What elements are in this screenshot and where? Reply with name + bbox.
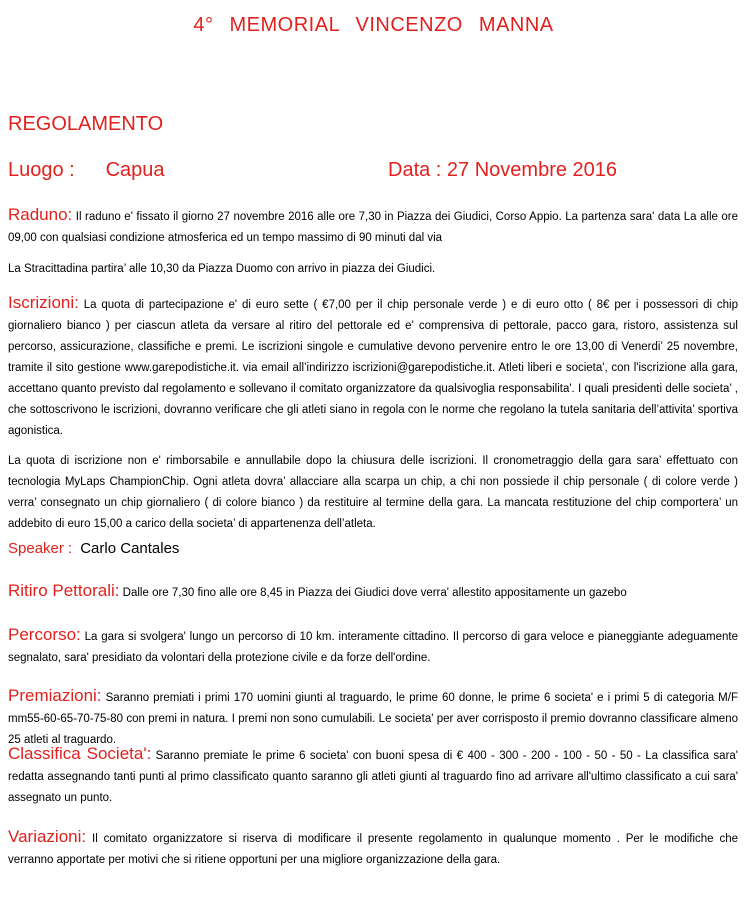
raduno-text: Il raduno e' fissato il giorno 27 novembre 2016 alle ore 7,30 in Piazza dei Giudici, Corso Appio. La partenza sara' data La alle ore 09,00 con qualsiasi condizione atmosferica ed un tempo massimo di 90 minuti dal via [8, 211, 738, 244]
section-variazioni [8, 826, 738, 871]
luogo-value: Capua [105, 159, 165, 181]
regolamento-heading: REGOLAMENTO [8, 113, 164, 135]
iscrizioni-text: La quota di partecipazione e' di euro sette ( €7,00 per il chip personale verde ) e di euro otto ( 8€ per i possessori di chip giornaliero bianco ) per ciascun atleta da versare al ritiro del pettorale ed e' comprensiva di pettorale, pacco gara, ristoro, assistenza sul percorso, assicurazione, classifiche e premi. Le iscrizioni singole e cumulative devono pervenire entro le ore 13,00 di Venerdi’ 25 novembre, tramite il sito gestione www.garepodistiche.it. via email all’indirizzo iscrizioni@garepodistiche.it. Atleti liberi e societa', con l'iscrizione alla gara, accettano quanto previsto dal regolamento e sollevano il comitato organizzatore da qualsivoglia responsabilita'. I quali presidenti delle societa’ , che sottoscrivono le iscrizioni, dovranno verificare che gli atleti siano in regola con le norme che regolano la tutela sanitaria dell’attivita’ sportiva agonistica. [8, 299, 738, 437]
section-iscrizioni [8, 292, 738, 535]
speaker-name: Carlo Cantales [80, 540, 180, 557]
premiazioni-heading: Premiazioni: [8, 686, 102, 705]
section-classifica [8, 743, 738, 809]
luogo-label: Luogo : [8, 159, 75, 181]
percorso-heading: Percorso: [8, 625, 81, 644]
iscrizioni-heading: Iscrizioni: [8, 293, 79, 312]
section-premiazioni [8, 685, 738, 751]
iscrizioni-text2: La quota di iscrizione non e' rimborsabile e annullabile dopo la chiusura delle iscrizioni. Il cronometraggio della gara sara’ effettuato con tecnologia MyLaps ChampionChip. Ogni atleta dovra’ allacciare alla scarpa un chip, a chi non possiede il chip personale ( di colore verde ) verra’ consegnato un chip giornaliero ( di colore bianco ) da restituire al termine della gara. La mancata restituzione del chip comportera’ un addebito di euro 15,00 a carico della societa’ di appartenenza dell’atleta. [8, 455, 738, 530]
data-field [388, 159, 617, 182]
section-raduno [8, 204, 738, 280]
luogo-data-line [8, 159, 738, 182]
raduno-heading: Raduno: [8, 205, 73, 224]
premiazioni-text: Saranno premiati i primi 170 uomini giunti al traguardo, le prime 60 donne, le prime 6 societa' e i primi 5 di categoria M/F mm55-60-65-70-75-80 con premi in natura. I premi non sono cumulabili. Le societa' per aver corrisposto il premio dovranno classificare almeno 25 atleti al traguardo. [8, 692, 738, 746]
variazioni-heading: Variazioni: [8, 827, 87, 846]
ritiro-text: Dalle ore 7,30 fino alle ore 8,45 in Piazza dei Giudici dove verra' allestito appositamente un gazebo [119, 587, 627, 599]
data-value: 27 Novembre 2016 [446, 159, 618, 181]
page-title: 4° MEMORIAL VINCENZO MANNA [193, 14, 554, 36]
variazioni-text: Il comitato organizzatore si riserva di modificare il presente regolamento in qualunque momento . Per le modifiche che verranno apportate per motivi che si ritiene opportuni per una migliore organizzazione della gara. [8, 833, 738, 866]
raduno-text2: La Stracittadina partira’ alle 10,30 da Piazza Duomo con arrivo in piazza dei Giudici. [8, 263, 436, 275]
section-percorso [8, 624, 738, 669]
speaker-line [8, 540, 179, 557]
classifica-text: Saranno premiate le prime 6 societa' con buoni spesa di € 400 - 300 - 200 - 100 - 50 - 50 - La classifica sara' redatta assegnando tanti punti al primo classificato quanto saranno gli atleti giunti al traguardo fino ad arrivare all'ultimo classificato a cui sara' assegnato un punto. [8, 750, 738, 804]
data-label: Data : [388, 159, 442, 181]
speaker-label: Speaker : [8, 540, 73, 557]
ritiro-heading: Ritiro Pettorali: [8, 581, 120, 600]
classifica-heading: Classifica Societa': [8, 744, 152, 763]
percorso-text: La gara si svolgera' lungo un percorso di 10 km. interamente cittadino. Il percorso di gara veloce e pianeggiante adeguamente segnalato, sara' presidiato da volontari della protezione civile e da forze dell'ordine. [8, 631, 738, 664]
section-ritiro [8, 580, 738, 604]
